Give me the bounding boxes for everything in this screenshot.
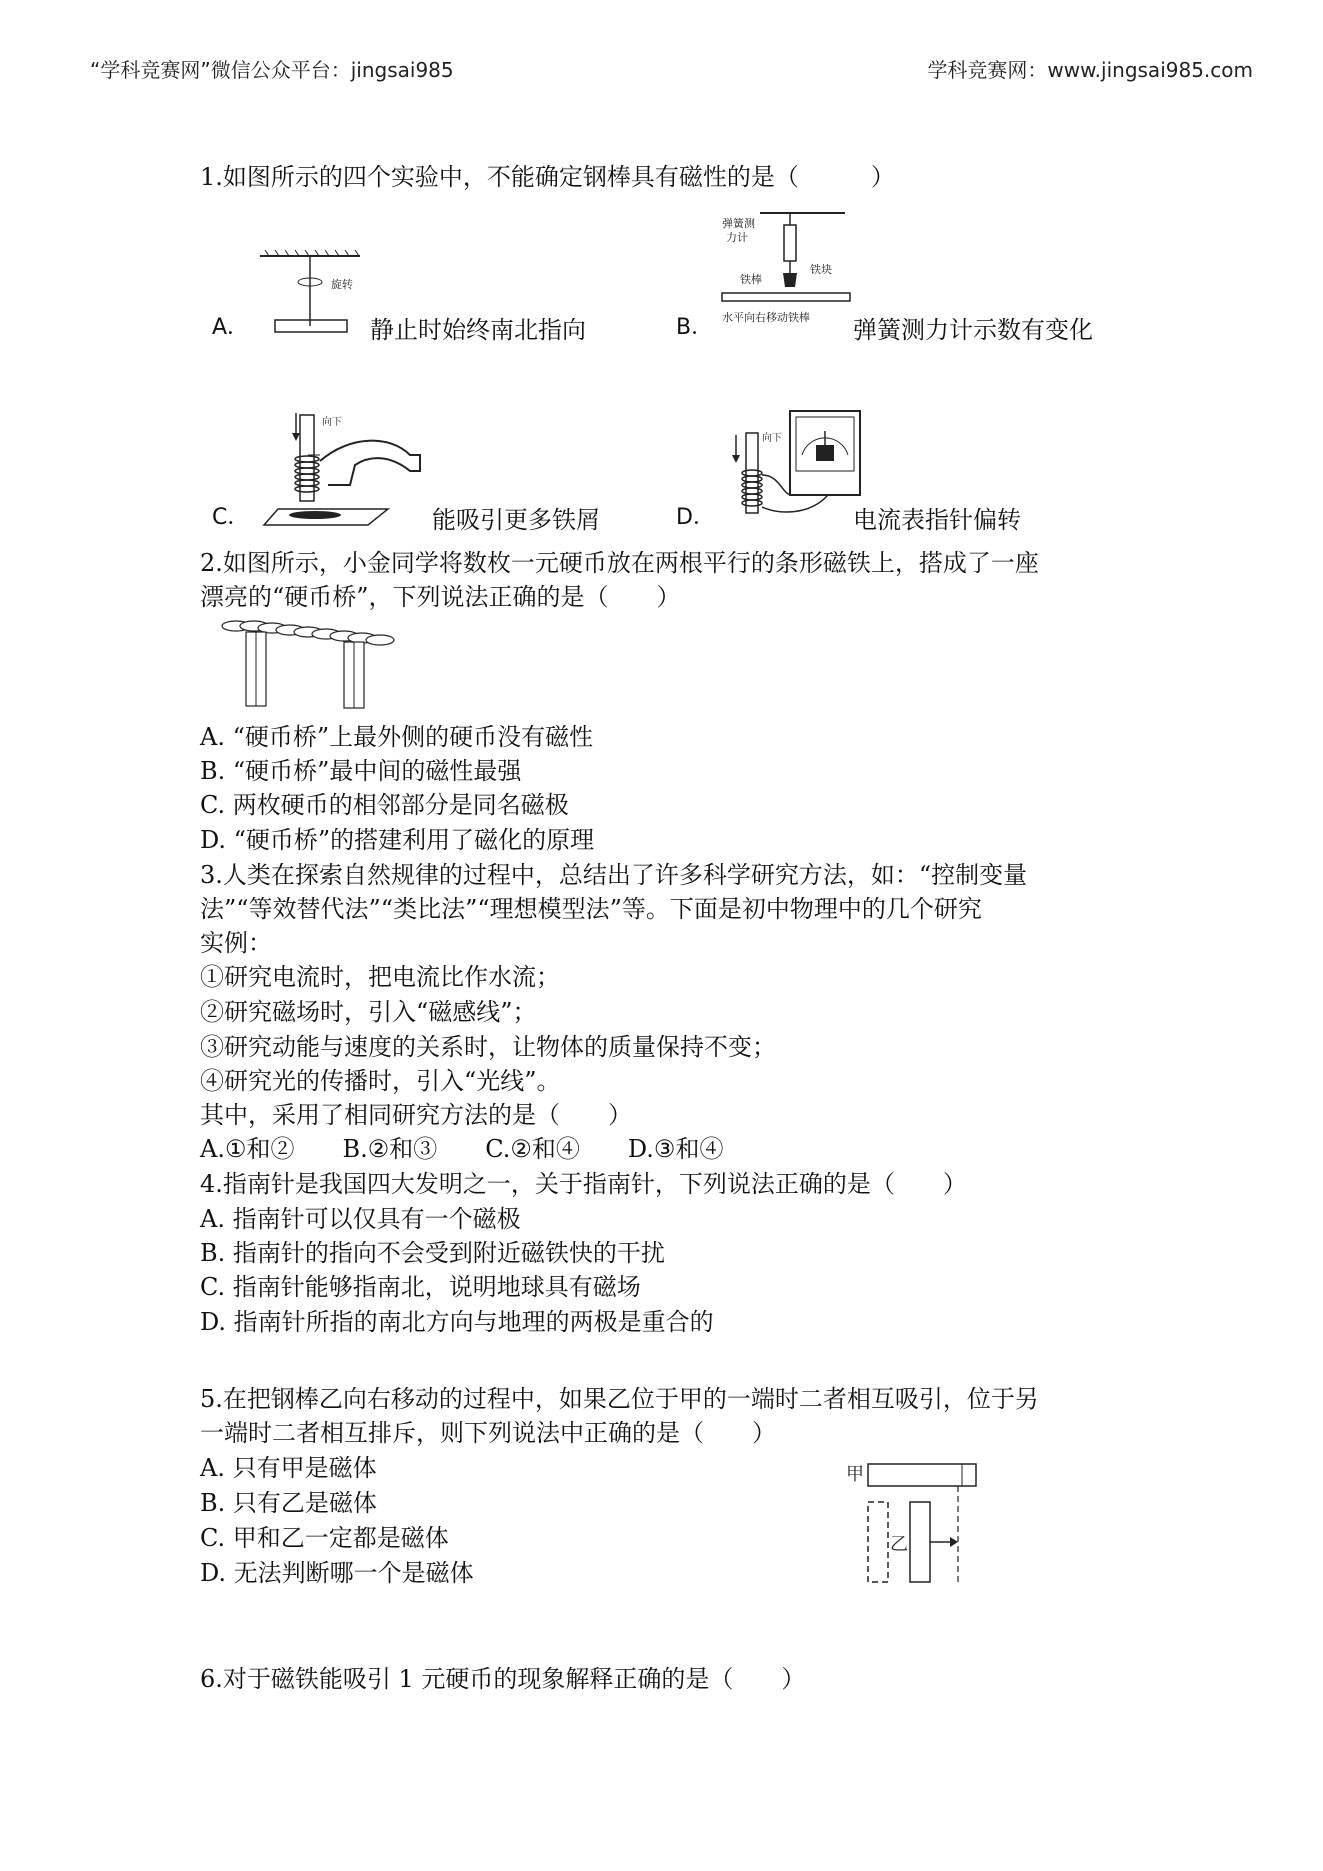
q1-b-fig-label-1: 弹簧测	[722, 217, 755, 230]
q2-option-c: C. 两枚硬币的相邻部分是同名磁极	[200, 791, 569, 819]
q5-option-d: D. 无法判断哪一个是磁体	[200, 1559, 474, 1587]
q1-a-figure	[255, 248, 375, 338]
q4-stem: 4.指南针是我国四大发明之一，关于指南针，下列说法正确的是（ ）	[200, 1170, 967, 1198]
q2-option-a: A. “硬币桥”上最外侧的硬币没有磁性	[200, 723, 594, 751]
q1-d-fig-label: 向下	[762, 433, 782, 444]
q5-option-b: B. 只有乙是磁体	[200, 1489, 377, 1517]
q3-item-1: ①研究电流时，把电流比作水流；	[200, 963, 560, 991]
q5-fig-label-jia: 甲	[846, 1464, 864, 1485]
q1-option-c-letter: C．	[212, 505, 250, 530]
q4-option-a: A. 指南针可以仅具有一个磁极	[200, 1205, 521, 1233]
q1-b-figure	[720, 205, 860, 335]
header-left: “学科竞赛网”微信公众平台：jingsai985	[90, 58, 454, 82]
q3-item-3: ③研究动能与速度的关系时，让物体的质量保持不变；	[200, 1033, 776, 1061]
q6-stem: 6.对于磁铁能吸引 1 元硬币的现象解释正确的是（ ）	[200, 1665, 806, 1693]
q3-item-4: ④研究光的传播时，引入“光线”。	[200, 1067, 561, 1095]
q1-stem: 1.如图所示的四个实验中，不能确定钢棒具有磁性的是（ ）	[200, 163, 895, 191]
q1-option-d-letter: D．	[676, 505, 715, 530]
q1-c-figure	[260, 405, 440, 530]
q1-b-fig-label-4: 铁棒	[740, 273, 762, 286]
q4-option-d: D. 指南针所指的南北方向与地理的两极是重合的	[200, 1308, 714, 1336]
q3-stem-line-3: 实例：	[200, 929, 272, 957]
q4-option-c: C. 指南针能够指南北，说明地球具有磁场	[200, 1273, 641, 1301]
q2-option-d: D. “硬币桥”的搭建利用了磁化的原理	[200, 826, 595, 854]
q3-stem-line-1: 3.人类在探索自然规律的过程中，总结出了许多科学研究方法，如：“控制变量	[200, 861, 1028, 889]
q5-option-a: A. 只有甲是磁体	[200, 1454, 377, 1482]
q3-question: 其中，采用了相同研究方法的是（ ）	[200, 1101, 632, 1129]
q5-stem-line-2: 一端时二者相互排斥，则下列说法中正确的是（ ）	[200, 1419, 776, 1447]
q1-b-fig-label-5: 水平向右移动铁棒	[722, 311, 810, 324]
q1-option-b-caption: 弹簧测力计示数有变化	[853, 316, 1093, 344]
q4-option-b: B. 指南针的指向不会受到附近磁铁快的干扰	[200, 1239, 665, 1267]
q1-option-c-caption: 能吸引更多铁屑	[432, 506, 600, 534]
q5-figure	[838, 1460, 988, 1590]
q5-stem-line-1: 5.在把钢棒乙向右移动的过程中，如果乙位于甲的一端时二者相互吸引，位于另	[200, 1385, 1039, 1413]
q2-coin-bridge-figure	[220, 616, 400, 712]
q1-option-a-caption: 静止时始终南北指向	[370, 316, 586, 344]
q1-b-fig-label-2: 力计	[726, 231, 748, 244]
q1-option-a-letter: A．	[212, 315, 250, 340]
q2-option-b: B. “硬币桥”最中间的磁性最强	[200, 757, 522, 785]
q1-d-figure	[720, 405, 870, 530]
q3-stem-line-2: 法”“等效替代法”“类比法”“理想模型法”等。下面是初中物理中的几个研究	[200, 895, 982, 923]
q1-option-d-caption: 电流表指针偏转	[853, 506, 1021, 534]
q1-a-fig-label: 旋转	[331, 278, 353, 291]
q1-c-fig-label: 向下	[322, 417, 342, 428]
q3-item-2: ②研究磁场时，引入“磁感线”；	[200, 998, 537, 1026]
q5-option-c: C. 甲和乙一定都是磁体	[200, 1524, 449, 1552]
header-right: 学科竞赛网：www.jingsai985.com	[927, 58, 1253, 82]
q2-stem-line-1: 2.如图所示，小金同学将数枚一元硬币放在两根平行的条形磁铁上，搭成了一座	[200, 549, 1039, 577]
q1-b-fig-label-3: 铁块	[810, 263, 832, 276]
q3-options: A.①和② B.②和③ C.②和④ D.③和④	[200, 1135, 724, 1163]
q5-fig-label-yi: 乙	[890, 1534, 908, 1555]
q2-stem-line-2: 漂亮的“硬币桥”，下列说法正确的是（ ）	[200, 583, 681, 611]
q1-option-b-letter: B．	[676, 315, 714, 340]
